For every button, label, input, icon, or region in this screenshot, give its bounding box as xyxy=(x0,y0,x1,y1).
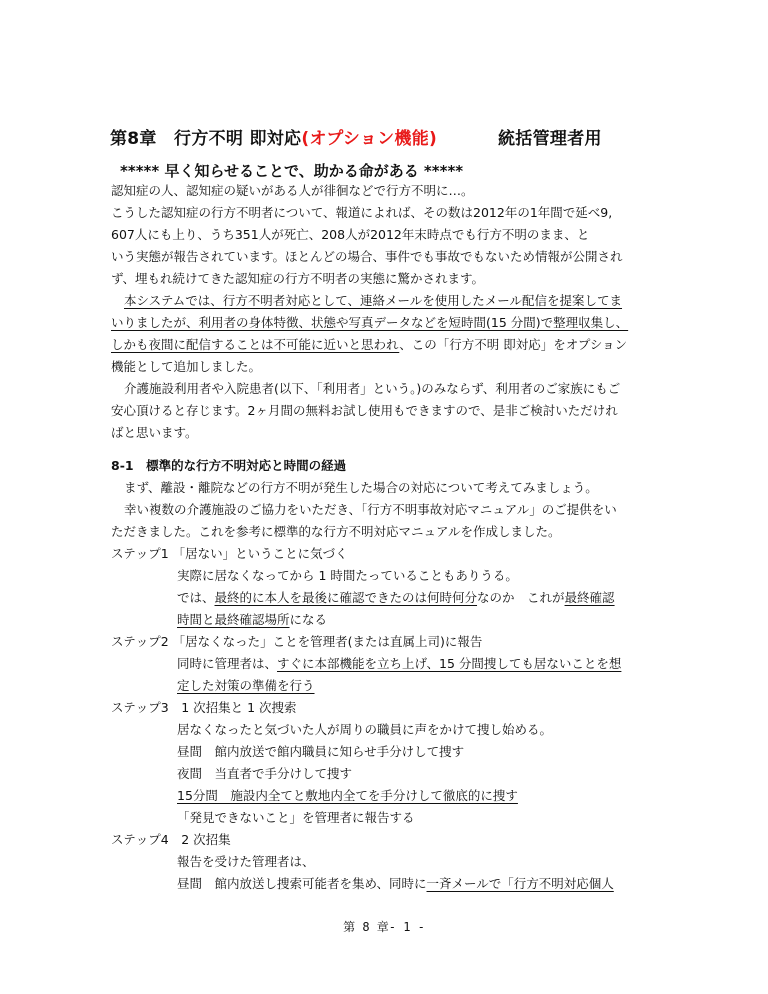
step2-line xyxy=(111,675,671,697)
step3-line: 昼間 館内放送で館内職員に知らせ手分けして捜す xyxy=(177,744,465,759)
step2-line xyxy=(111,653,671,675)
intro-line: 認知症の人、認知症の疑いがある人が徘徊などで行方不明に…。 xyxy=(111,183,474,198)
underlined-text: 定した対策の準備を行う xyxy=(177,678,315,693)
section-line: まず、離設・離院などの行方不明が発生した場合の対応について考えてみましょう。 xyxy=(124,480,598,495)
para3-line: 安心頂けると存じます。2ヶ月間の無料お試し使用もできますので、是非ご検討いただけれ xyxy=(111,403,618,418)
step1-line xyxy=(111,609,671,631)
chapter-title-main: 第8章 行方不明 即対応 xyxy=(110,129,302,149)
underlined-text: 15分間 施設内全てと敷地内全てを手分けして徹底的に捜す xyxy=(177,788,518,803)
para2-text: 、この「行方不明 即対応」をオプション xyxy=(399,337,628,352)
step-text: なのか これが xyxy=(477,590,565,605)
underlined-text: 一斉メールで「行方不明対応個人 xyxy=(426,876,614,891)
intro-line: ず、埋もれ続けてきた認知症の行方不明者の実態に驚かされます。 xyxy=(111,271,485,286)
section-line: ただきました。これを参考に標準的な行方不明対応マニュアルを作成しました。 xyxy=(111,524,561,539)
para2-line: 機能として追加しました。 xyxy=(111,359,262,374)
step-text: 昼間 館内放送し捜索可能者を集め、同時に xyxy=(177,876,427,891)
page-number: 第 8 章- 1 - xyxy=(343,920,425,934)
underlined-text: すぐに本部機能を立ち上げ、15 分間捜しても居ないことを想 xyxy=(277,656,622,671)
step4-line xyxy=(111,873,671,895)
para3-line: ばと思います。 xyxy=(111,425,198,440)
underlined-text: 最終的に本人を最後に確認できたのは何時何分 xyxy=(214,590,478,605)
step3-line: 「発見できないこと」を管理者に報告する xyxy=(177,810,415,825)
step1-label: ステップ1 「居ない」ということに気づく xyxy=(111,546,348,561)
step3-line: 居なくなったと気づいた人が周りの職員に声をかけて捜し始める。 xyxy=(177,722,553,737)
underlined-text: 最終確認 xyxy=(564,590,615,605)
audience-label: 統括管理者用 xyxy=(498,129,602,149)
para3-line: 介護施設利用者や入院患者(以下、「利用者」という。)のみならず、利用者のご家族にもご xyxy=(124,381,621,396)
step1-line: 実際に居なくなってから 1 時間たっていることもありうる。 xyxy=(177,568,518,583)
step-text: では、 xyxy=(177,590,215,605)
underlined-text: 時間と最終確認場所 xyxy=(177,612,290,627)
step3-line xyxy=(111,785,671,807)
intro-line: 607人にも上り、うち351人が死亡、208人が2012年末時点でも行方不明のまま、と xyxy=(111,227,590,242)
underlined-text: しかも夜間に配信することは不可能に近いと思われ xyxy=(111,337,400,352)
step3-line: 夜間 当直者で手分けして捜す xyxy=(177,766,353,781)
underlined-text: 本システムでは、行方不明者対応として、連絡メールを使用したメール配信を提案してま xyxy=(124,293,623,308)
slogan: ***** 早く知らせることで、助かる命がある ***** xyxy=(120,162,464,180)
para2-line xyxy=(111,290,671,312)
option-feature-label: (オプション機能) xyxy=(301,129,438,149)
step4-line: 報告を受けた管理者は、 xyxy=(177,854,315,869)
document-body xyxy=(111,180,671,895)
section-line: 幸い複数の介護施設のご協力をいただき、「行方不明事故対応マニュアル」のご提供をい xyxy=(124,502,617,517)
intro-line: いう実態が報告されています。ほとんどの場合、事件でも事故でもないため情報が公開され xyxy=(111,249,623,264)
step-text: 同時に管理者は、 xyxy=(177,656,278,671)
underlined-text: いりましたが、利用者の身体特徴、状態や写真データなどを短時間(15 分間)で整理収集し、 xyxy=(111,315,629,330)
section-heading: 8-1 標準的な行方不明対応と時間の経過 xyxy=(111,458,347,473)
para2-line xyxy=(111,312,671,334)
step4-label: ステップ4 2 次招集 xyxy=(111,832,231,847)
step3-label: ステップ3 1 次招集と 1 次捜索 xyxy=(111,700,297,715)
chapter-title xyxy=(110,124,602,149)
para2-line xyxy=(111,334,671,356)
intro-line: こうした認知症の行方不明者について、報道によれば、その数は2012年の1年間で延べ9, xyxy=(111,205,613,220)
step1-line xyxy=(111,587,671,609)
step2-label: ステップ2 「居なくなった」ことを管理者(または直属上司)に報告 xyxy=(111,634,483,649)
step-text: になる xyxy=(289,612,328,627)
